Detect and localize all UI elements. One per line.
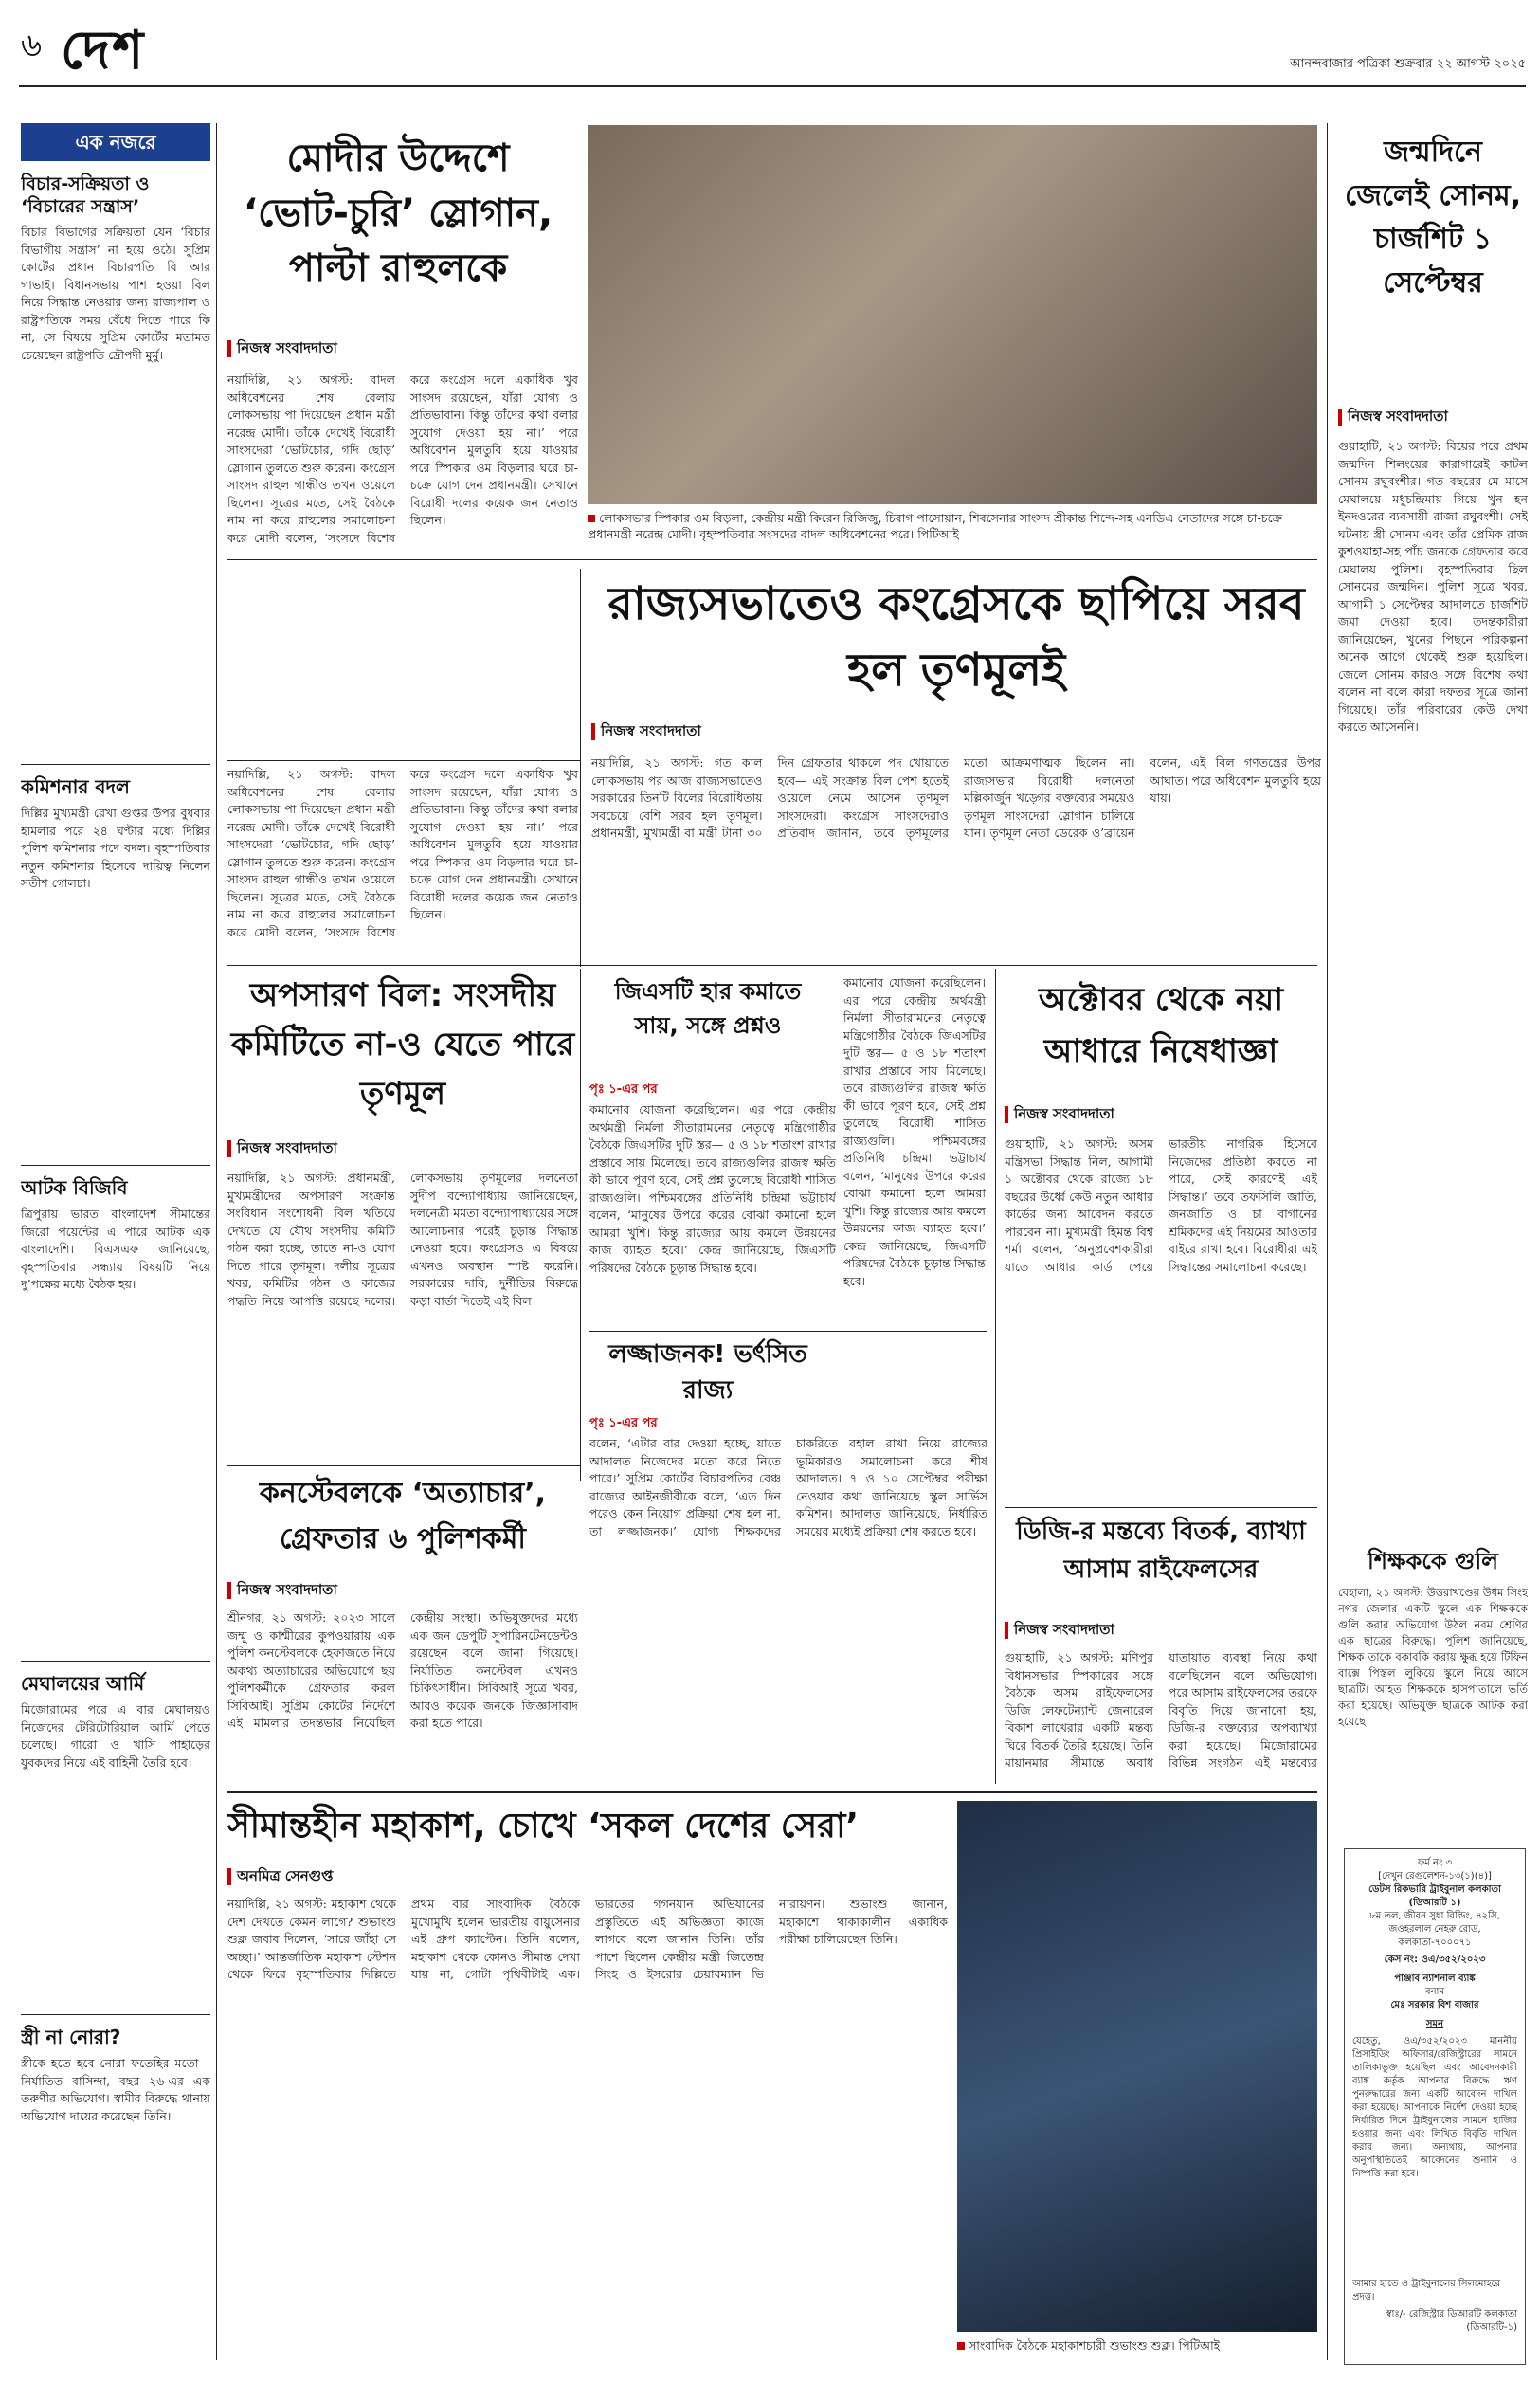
body-modi-cont: নয়াদিল্লি, ২১ অগস্ট: বাদল অধিবেশনের শেষ বেলায় লোকসভায় পা দিয়েছেন প্রধান মন্ত্রী নরেন্দ্র মোদী। তাঁকে দেখেই বিরোধী সাংসদেরা ‘ভোটচোর, গদি ছোড়’ স্লোগান তুলতে শুরু করেন। কংগ্রেস সাংসদ রাহুল গান্ধীও তখন ওয়েলে ছিলেন। সূত্রের মতে, সেই বৈঠকে নাম না করে রাহুলের সমালোচনা করে মোদী বলেন, ‘সংসদে বিশেষ করে কংগ্রেস দলে একাধিক খুব সাংসদ রয়েছেন, যাঁরা যোগ্য ও প্রতিভাবান। কিন্তু তাঁদের কথা বলার সুযোগ দেওয়া হয় না।’ পরে অধিবেশন মুলতুবি হয়ে যাওয়ার পরে স্পিকার ওম বিড়লার ঘরে চা-চক্রে যোগ দেন প্রধানমন্ত্রী। সেখানে বিরোধী দলের কয়েক জন নেতাও ছিলেন।	[227, 767, 578, 939]
caption-text: সাংবাদিক বৈঠকে মহাকাশচারী শুভাংশু শুক্ল। পিটিআই	[969, 2338, 1221, 2353]
column-rule	[216, 123, 217, 2360]
notice-case: কেস নং: ওএ/৩৫২/২০২৩	[1384, 1955, 1486, 1965]
notice-sign: স্বাঃ/- রেজিস্ট্রার ডিআরটি কলকাতা (ডিআরটি-১)	[1386, 2309, 1517, 2333]
byline-text: অনমিত্র সেনগুপ্ত	[237, 1867, 334, 1884]
byline-marker	[227, 1140, 231, 1157]
byline-text: নিজস্ব সংবাদদাতা	[237, 1139, 337, 1156]
sidebar	[21, 173, 210, 2353]
headline-sonam: জন্মদিনে জেলেই সোনম, চার্জশিট ১ সেপ্টেম্বর	[1344, 136, 1522, 300]
headline-modi: মোদীর উদ্দেশে ‘ভোট-চুরি’ স্লোগান, পাল্টা রাহুলকে	[243, 136, 553, 290]
notice-party: পাঞ্জাব ন্যাশনাল ব্যাঙ্ক	[1394, 1973, 1476, 1984]
turn-ref-gst: পৃঃ ১-এর পর	[589, 1082, 658, 1097]
byline-marker	[227, 1582, 231, 1599]
turn-ref-lajja: পৃঃ ১-এর পর	[589, 1416, 658, 1430]
body-aadhaar: গুয়াহাটি, ২১ অগস্ট: অসম মন্ত্রিসভা সিদ্ধান্ত নিল, আগামী ১ অক্টোবর থেকে রাজ্যে ১৮ বছরের উর্ধ্বে কেউ নতুন আধার কার্ডের জন্য আবেদন করতে পারবেন না। মুখ্যমন্ত্রী হিমন্ত বিশ্ব শর্মা বলেন, ‘অনুপ্রবেশকারীরা যাতে আধার কার্ড পেয়ে ভারতীয় নাগরিক হিসেবে নিজেদের প্রতিষ্ঠা করতে না পারে, সেই কারণেই এই সিদ্ধান্ত।’ তবে তফসিলি জাতি, জনজাতি ও চা বাগানের শ্রমিকদের এই নিয়মের আওতার বাইরে রাখা হবে। বিরোধীরা এই সিদ্ধান্তের সমালোচনা করেছে।	[1005, 1136, 1317, 1274]
headline-aadhaar: অক্টোবর থেকে নয়া আধারে নিষেধাজ্ঞা	[1038, 981, 1284, 1070]
headline-bill: অপসারণ বিল: সংসদীয় কমিটিতে না-ও যেতে পারে তৃণমূল	[230, 976, 575, 1113]
byline-dg	[1005, 1619, 1317, 1642]
photo-shubhanshu-shukla	[957, 1801, 1317, 2332]
photo-pm-tea-meeting	[588, 125, 1317, 504]
body-lajja: বলেন, ‘এটার বার দেওয়া হচ্ছে, যাতে আদালত নিজেদের মতো করে নিতে পারে।’ সুপ্রিম কোর্টের বিচারপতির বেঞ্চ রাজ্যের আইনজীবীকে বলে, ‘এত দিন পরেও কেন নিয়োগ প্রক্রিয়া শেষ হল না, তা লজ্জাজনক।’ যোগ্য শিক্ষকদের চাকরিতে বহাল রাখা নিয়ে রাজ্যের ভূমিকারও সমালোচনা করে শীর্ষ আদালত। ৭ ও ১০ সেপ্টেম্বর পরীক্ষা নেওয়ার কথা জানিয়েছে স্কুল সার্ভিস কমিশন। আদালত জানিয়েছে, নির্ধারিত সময়ের মধ্যেই প্রক্রিয়া শেষ করতে হবে।	[589, 1436, 987, 1538]
sidebar-item-text: বিচার বিভাগের সক্রিয়তা যেন ‘বিচার বিভাগীয় সন্ত্রাস’ না হয়ে ওঠে। সুপ্রিম কোর্টের প্রধান বিচারপতি বি আর গাভাই। বিধানসভায় পাশ হওয়া বিল নিয়ে সিদ্ধান্ত নেওয়ার জন্য রাজ্যপাল ও রাষ্ট্রপতিকে সময় বেঁধে দিতে পারে কি না, সে বিষয়ে সুপ্রিম কোর্টের মতামত চেয়েছেন রাষ্ট্রপতি দ্রৌপদী মুর্মু।	[21, 225, 210, 362]
divider	[227, 760, 580, 761]
photo-caption-top	[588, 510, 1317, 548]
byline-text: নিজস্ব সংবাদদাতা	[237, 339, 337, 356]
body-teacher: বেহালা, ২১ অগস্ট: উত্তরাখণ্ডের উধম সিংহ নগর জেলার একটি স্কুলে এক শিক্ষককে গুলি করার অভিযোগ উঠল নবম শ্রেণির এক ছাত্রের বিরুদ্ধে। পুলিশ জানিয়েছে, শিক্ষক তাকে বকাবকি করায় ক্ষুব্ধ হয়ে টিফিন বাক্সে পিস্তল লুকিয়ে স্কুলে নিয়ে আসে ছাত্রটি। আহত শিক্ষককে হাসপাতালে ভর্তি করা হয়েছে। অভিযুক্ত ছাত্রকে আটক করা হয়েছে।	[1338, 1586, 1528, 1728]
notice-address: ৮ম তল, জীবন সুধা বিল্ডিং, ৪২সি, জওহরলাল নেহরু রোড, কলকাতা-৭০০০৭১	[1369, 1911, 1500, 1948]
notice-summons-title: সমন	[1425, 2019, 1444, 2029]
byline-marker	[227, 340, 231, 357]
sidebar-item-title: আটক বিজিবি	[21, 1176, 128, 1199]
dateline: আনন্দবাজার পত্রিকা শুক্রবার ২২ আগস্ট ২০২৫	[1290, 57, 1526, 71]
byline-text: নিজস্ব সংবাদদাতা	[1348, 408, 1448, 425]
body-bill: নয়াদিল্লি, ২১ অগস্ট: প্রধানমন্ত্রী, মুখ্যমন্ত্রীদের অপসারণ সংক্রান্ত সংবিধান সংশোধনী বিল খতিয়ে দেখতে যে যৌথ সংসদীয় কমিটি গঠন করা হচ্ছে, তাতে না-ও যোগ দিতে পারে তৃণমূল। দলীয় সূত্রের খবর, কমিটির গঠন ও কাজের পদ্ধতি নিয়ে আপত্তি রয়েছে দলের। লোকসভায় তৃণমূলের দলনেতা সুদীপ বন্দ্যোপাধ্যায় জানিয়েছেন, দলনেত্রী মমতা বন্দ্যোপাধ্যায়ের সঙ্গে আলোচনার পরেই চূড়ান্ত সিদ্ধান্ত নেওয়া হবে। কংগ্রেসও এ বিষয়ে এখনও অবস্থান স্পষ্ট করেনি। সরকারের দাবি, দুর্নীতির বিরুদ্ধে কড়া বার্তা দিতেই এই বিল।	[227, 1171, 578, 1308]
body-sonam: গুয়াহাটি, ২১ অগস্ট: বিয়ের পরে প্রথম জন্মদিন শিলংয়ের কারাগারেই কাটল সোনম রঘুবংশীর। গত বছরের মে মাসে মেঘালয়ে মধুচন্দ্রিমায় গিয়ে খুন হন ইনদওরের ব্যবসায়ী রাজা রঘুবংশী। সেই ঘটনায় স্ত্রী সোনম এবং তাঁর প্রেমিক রাজ কুশওয়াহা-সহ পাঁচ জনকে গ্রেফতার করে মেঘালয় পুলিশ। বৃহস্পতিবার ছিল সোনমের জন্মদিন। পুলিশ সূত্রে খবর, আগামী ১ সেপ্টেম্বর আদালতে চার্জশিট জমা দেওয়া হবে। তদন্তকারীরা জানিয়েছেন, খুনের পিছনে পরিকল্পনা অনেক আগে থেকেই শুরু হয়েছিল। জেলে সোনম কারও সঙ্গে বিশেষ কথা বলেন না বলে কারা দফতর সূত্রে জানা গিয়েছে। তাঁর পরিবারের কেউ দেখা করতে আসেননি।	[1338, 439, 1528, 734]
sidebar-item-text: স্ত্রীকে হতে হবে নোরা ফতেহির মতো— নির্যাতিত বাসিন্দা, বছর ২৬-এর এক তরুণীর অভিযোগ। স্বামীর বিরুদ্ধে থানায় অভিযোগ দায়ের করেছেন তিনি।	[21, 2056, 210, 2123]
byline-marker	[1005, 1106, 1008, 1123]
byline-text: নিজস্ব সংবাদদাতা	[1014, 1621, 1114, 1638]
byline-aadhaar	[1005, 1103, 1317, 1126]
sidebar-item-title: বিচার-সক্রিয়তা ও ‘বিচারের সন্ত্রাস’	[21, 173, 150, 217]
photo-caption-bottom	[957, 2337, 1317, 2360]
headline-rajyasabha: রাজ্যসভাতেও কংগ্রেসকে ছাপিয়ে সরব হল তৃণমূলই	[607, 577, 1305, 697]
column-rule	[1327, 123, 1328, 2360]
byline-bill	[227, 1137, 578, 1160]
column-rule	[995, 969, 996, 1784]
notice-rule: [দেখুন রেগুলেশন-১৩(১)(৪)]	[1378, 1871, 1492, 1882]
headline-lajja: লজ্জাজনক! ভর্ৎসিত রাজ্য	[608, 1340, 807, 1405]
notice-vs: বনাম	[1425, 1987, 1444, 1997]
sidebar-item	[21, 1671, 210, 2005]
byline-space	[227, 1865, 512, 1888]
byline-marker	[1005, 1622, 1008, 1639]
caption-marker	[588, 515, 595, 522]
sidebar-item	[21, 2025, 210, 2353]
column-rule	[580, 569, 581, 967]
body-constable: শ্রীনগর, ২১ অগস্ট: ২০২৩ সালে জম্মু ও কাশ্মীরের কুপওয়ারায় এক পুলিশ কনস্টেবলকে হেফাজতে নিয়ে অকথ্য অত্যাচারের অভিযোগে ছয় পুলিশকর্মীকে গ্রেফতার করল সিবিআই। সুপ্রিম কোর্টের নির্দেশে এই মামলার তদন্তভার নিয়েছিল কেন্দ্রীয় সংস্থা। অভিযুক্তদের মধ্যে এক জন ডেপুটি সুপারিনটেনডেন্টও রয়েছেন বলে জানা গিয়েছে। নির্যাতিত কনস্টেবল এখনও চিকিৎসাধীন। সিবিআই সূত্রে খবর, আরও কয়েক জনকে জিজ্ঞাসাবাদ করা হতে পারে।	[227, 1610, 578, 1730]
divider	[227, 965, 1317, 966]
column-rule	[580, 969, 581, 1481]
divider	[21, 764, 210, 765]
byline-sonam	[1338, 406, 1528, 428]
sidebar-item-text: মিজোরামের পরে এ বার মেঘালয়ও নিজেদের টেরিটোরিয়াল আর্মি পেতে চলেছে। গারো ও খাসি পাহাড়ের যুবকদের নিয়ে এই বাহিনী তৈরি হবে।	[21, 1702, 210, 1770]
body-dg: গুয়াহাটি, ২১ অগস্ট: মণিপুর বিধানসভার স্পিকারের সঙ্গে বৈঠকে অসম রাইফেলসের ডিজি লেফটেন্যান্ট জেনারেল বিকাশ লাখেরার একটি মন্তব্য ঘিরে বিতর্ক তৈরি হয়েছে। তিনি মায়ানমার সীমান্তে অবাধ যাতায়াত ব্যবস্থা নিয়ে কথা বলেছিলেন বলে অভিযোগ। পরে আসাম রাইফেলসের তরফে বিবৃতি দিয়ে জানানো হয়, ডিজি-র বক্তব্যের অপব্যাখ্যা করা হয়েছে। মিজোরামের বিভিন্ন সংগঠন এই মন্তব্যের	[1005, 1650, 1317, 1770]
divider	[227, 559, 1317, 560]
sidebar-item-text: ত্রিপুরায় ভারত বাংলাদেশ সীমান্তের জিরো পয়েন্টের এ পারে আটক এক বাংলাদেশি। বিএসএফ জানিয়েছে, বৃহস্পতিবার সন্ধ্যায় বিষয়টি নিয়ে দু’পক্ষের মধ্যে বৈঠক হয়।	[21, 1207, 210, 1291]
byline-marker	[1338, 409, 1342, 426]
sidebar-item-title: মেঘালয়ের আর্মি	[21, 1672, 145, 1695]
headline-teacher: শিক্ষককে গুলি	[1367, 1548, 1499, 1574]
divider	[21, 1661, 210, 1662]
byline-text: নিজস্ব সংবাদদাতা	[601, 722, 701, 739]
divider	[227, 1465, 580, 1466]
notice-footer: আমার হাতে ও ট্রাইবুনালের সিলমোহরে প্রদত্ত।	[1352, 2279, 1501, 2302]
body-gst-cont: কমানোর যোজনা করেছিলেন। এর পরে কেন্দ্রীয় অর্থমন্ত্রী নির্মলা সীতারামনের নেতৃত্বে মন্ত্রিগোষ্ঠীর বৈঠকে জিএসটির দুটি স্তর— ৫ ও ১৮ শতাংশ রাখার প্রস্তাবে সায় মিলেছে। তবে রাজ্যগুলির রাজস্ব ক্ষতি কী ভাবে পূরণ হবে, সেই প্রশ্ন তুলেছে বিরোধী শাসিত রাজ্যগুলি। পশ্চিমবঙ্গের প্রতিনিধি চন্দ্রিমা ভট্টাচার্য বলেন, ‘মানুষের উপরে করের বোঝা কমানো হলে আমরা খুশি। কিন্তু রাজ্যের আয় কমলে উন্নয়নের কাজ ব্যাহত হবে।’ কেন্দ্র জানিয়েছে, জিএসটি পরিষদের বৈঠকে চূড়ান্ত সিদ্ধান্ত হবে।	[843, 975, 986, 1288]
byline-text: নিজস্ব সংবাদদাতা	[237, 1581, 337, 1598]
notice-form: ফর্ম নং ৩	[1418, 1858, 1452, 1868]
headline-space: সীমান্তহীন মহাকাশ, চোখে ‘সকল দেশের সেরা’	[227, 1807, 860, 1846]
divider	[21, 2014, 210, 2015]
sidebar-item	[21, 774, 210, 1155]
divider	[1005, 1507, 1317, 1508]
notice-body: যেহেতু, ওএ/৩৫২/২০২৩ মাননীয় প্রিসাইডিং অফিসার/রেজিস্ট্রারের সামনে তালিকাভুক্ত হয়েছিল এবং আবেদনকারী ব্যাঙ্ক কর্তৃক আপনার বিরুদ্ধে ঋণ পুনরুদ্ধারের জন্য একটি আবেদন দাখিল করা হয়েছে। আপনাকে নির্দেশ দেওয়া হচ্ছে নির্ধারিত দিনে ট্রাইবুনালের সামনে হাজির হওয়ার জন্য এবং লিখিত বিবৃতি দাখিল করার জন্য। অন্যথায়, আপনার অনুপস্থিতিতেই আবেদনের শুনানি ও নিষ্পত্তি করা হবে।	[1352, 2036, 1517, 2179]
sidebar-item-title: স্ত্রী না নোরা?	[21, 2026, 121, 2048]
byline-text: নিজস্ব সংবাদদাতা	[1014, 1105, 1114, 1122]
sidebar-label: এক নজরে	[21, 123, 210, 161]
divider	[227, 1791, 1317, 1793]
byline-modi	[227, 337, 569, 360]
notice-defendant: মেঃ সরকার বিশ বাজার	[1390, 2000, 1479, 2010]
legal-notice	[1344, 1848, 1526, 2365]
body-rajyasabha: নয়াদিল্লি, ২১ অগস্ট: গত কাল লোকসভায় পর আজ রাজ্যসভাতেও সরকারের তিনটি বিলের বিরোধিতায় সবচেয়ে বেশি সরব হল তৃণমূল। প্রধানমন্ত্রী, মুখ্যমন্ত্রী বা মন্ত্রী টানা ৩০ দিন গ্রেফতার থাকলে পদ খোয়াতে হবে— এই সংক্রান্ত বিল পেশ হতেই ওয়েলে নেমে আসেন তৃণমূল সাংসদেরা। কংগ্রেস সাংসদেরাও প্রতিবাদ জানান, তবে তৃণমূলের মতো আক্রমণাত্মক ছিলেন না। রাজ্যসভার বিরোধী দলনেতা মল্লিকার্জুন খড়্গের বক্তব্যের সময়েও তৃণমূল সাংসদেরা স্লোগান চালিয়ে যান। তৃণমূল নেতা ডেরেক ও’ব্রায়েন বলেন, এই বিল গণতন্ত্রের উপর আঘাত। পরে অধিবেশন মুলতুবি হয়ে যায়।	[591, 755, 1321, 840]
masthead: দেশ	[61, 20, 146, 82]
divider	[589, 1331, 987, 1332]
headline-constable: কনস্টেবলকে ‘অত্যাচার’, গ্রেফতার ৬ পুলিশকর্মী	[259, 1477, 547, 1555]
byline-marker	[591, 723, 595, 740]
sidebar-item-title: কমিশনার বদল	[21, 775, 130, 798]
page-number: ৬	[21, 27, 43, 64]
divider	[21, 1165, 210, 1166]
body-space: নয়াদিল্লি, ২১ অগস্ট: মহাকাশ থেকে দেশ দেখতে কেমন লাগে? শুভাংশু শুক্ল জবাব দিলেন, ‘সারে জাঁহা সে অচ্ছা।’ আন্তর্জাতিক মহাকাশ স্টেশন থেকে ফিরে বৃহস্পতিবার দিল্লিতে প্রথম বার সাংবাদিক বৈঠকে মুখোমুখি হলেন ভারতীয় বায়ুসেনার এই গ্রুপ ক্যাপ্টেন। তিনি বলেন, মহাকাশ থেকে কোনও সীমান্ত দেখা যায় না, গোটা পৃথিবীটাই এক। ভারতের গগনযান অভিযানের প্রস্তুতিতে এই অভিজ্ঞতা কাজে লাগবে বলে জানান তিনি। তাঁর পাশে ছিলেন কেন্দ্রীয় মন্ত্রী জিতেন্দ্র সিংহ ও ইসরোর চেয়ারম্যান ভি নারায়ণন। শুভাংশু জানান, মহাকাশে থাকাকালীন একাধিক পরীক্ষা চালিয়েছেন তিনি।	[227, 1897, 948, 1981]
sidebar-item	[21, 1175, 210, 1651]
notice-court: ডেটস রিকভারি ট্রাইবুনাল কলকাতা (ডিআরটি ১)	[1368, 1884, 1501, 1908]
caption-text: লোকসভার স্পিকার ওম বিড়লা, কেন্দ্রীয় মন্ত্রী কিরেন রিজিজু, চিরাগ পাসোয়ান, শিবসেনার সাংসদ শ্রীকান্ত শিন্দে-সহ এনডিএ নেতাদের সঙ্গে চা-চক্রে প্রধানমন্ত্রী নরেন্দ্র মোদী। বৃহস্পতিবার সংসদের বাদল অধিবেশনের পরে। পিটিআই	[588, 511, 1283, 541]
sidebar-item-text: দিল্লির মুখ্যমন্ত্রী রেখা গুপ্তর উপর বুধবার হামলার পরে ২৪ ঘণ্টার মধ্যে দিল্লির পুলিশ কমিশনার পদে বদল। বৃহস্পতিবার নতুন কমিশনার হিসেবে দায়িত্ব নিলেন সতীশ গোলচা।	[21, 806, 210, 890]
header-rule	[19, 85, 1526, 87]
byline-constable	[227, 1579, 578, 1602]
body-modi: নয়াদিল্লি, ২১ অগস্ট: বাদল অধিবেশনের শেষ বেলায় লোকসভায় পা দিয়েছেন প্রধান মন্ত্রী নরেন্দ্র মোদী। তাঁকে দেখেই বিরোধী সাংসদেরা ‘ভোটচোর, গদি ছোড়’ স্লোগান তুলতে শুরু করেন। কংগ্রেস সাংসদ রাহুল গান্ধীও তখন ওয়েলে ছিলেন। সূত্রের মতে, সেই বৈঠকে নাম না করে রাহুলের সমালোচনা করে মোদী বলেন, ‘সংসদে বিশেষ করে কংগ্রেস দলে একাধিক খুব সাংসদ রয়েছেন, যাঁরা যোগ্য ও প্রতিভাবান। কিন্তু তাঁদের কথা বলার সুযোগ দেওয়া হয় না।’ পরে অধিবেশন মুলতুবি হয়ে যাওয়ার পরে স্পিকার ওম বিড়লার ঘরে চা-চক্রে যোগ দেন প্রধানমন্ত্রী। সেখানে বিরোধী দলের কয়েক জন নেতাও ছিলেন।	[227, 373, 578, 545]
body-gst: কমানোর যোজনা করেছিলেন। এর পরে কেন্দ্রীয় অর্থমন্ত্রী নির্মলা সীতারামনের নেতৃত্বে মন্ত্রিগোষ্ঠীর বৈঠকে জিএসটির দুটি স্তর— ৫ ও ১৮ শতাংশ রাখার প্রস্তাবে সায় মিলেছে। তবে রাজ্যগুলির রাজস্ব ক্ষতি কী ভাবে পূরণ হবে, সেই প্রশ্ন তুলেছে বিরোধী শাসিত রাজ্যগুলি। পশ্চিমবঙ্গের প্রতিনিধি চন্দ্রিমা ভট্টাচার্য বলেন, ‘মানুষের উপরে করের বোঝা কমানো হলে আমরা খুশি। কিন্তু রাজ্যের আয় কমলে উন্নয়নের কাজ ব্যাহত হবে।’ কেন্দ্র জানিয়েছে, জিএসটি পরিষদের বৈঠকে চূড়ান্ত সিদ্ধান্ত হবে।	[589, 1102, 836, 1275]
byline-marker	[227, 1868, 231, 1885]
sidebar-item	[21, 173, 210, 755]
headline-dg: ডিজি-র মন্তব্যে বিতর্ক, ব্যাখ্যা আসাম রাইফেলসের	[1016, 1518, 1306, 1584]
byline-rajyasabha	[591, 720, 876, 743]
headline-gst: জিএসটি হার কমাতে সায়, সঙ্গে প্রশ্নও	[614, 978, 802, 1039]
caption-marker	[957, 2342, 965, 2350]
